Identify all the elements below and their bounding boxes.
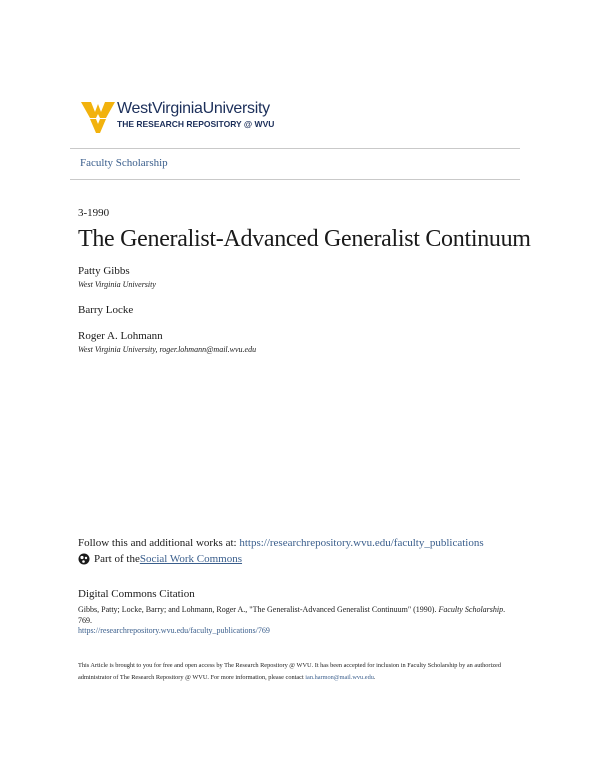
article-title: The Generalist-Advanced Generalist Continuum — [78, 226, 531, 252]
footer-notice: This Article is brought to you for free and open access by The Research Repository @ WVU. It has been accepted for inclusion in Faculty Scholarship by an authorized administrator of The Research Repository @ WVU. For more information, please contact ian.harmon@mail.wvu.edu. — [78, 662, 501, 681]
logo-name: WestVirginiaUniversity — [117, 100, 270, 117]
part-of-label: Part of the — [94, 553, 140, 565]
bottom-divider — [70, 179, 520, 180]
citation-url-link[interactable]: https://researchrepository.wvu.edu/faculty_publications/769 — [78, 626, 270, 635]
citation-heading: Digital Commons Citation — [78, 588, 195, 600]
follow-label: Follow this and additional works at: — [78, 537, 240, 549]
author-affiliation: West Virginia University — [78, 280, 156, 289]
citation-journal: Faculty Scholarship — [438, 605, 504, 614]
author-name: Barry Locke — [78, 304, 134, 316]
publication-date: 3-1990 — [78, 207, 110, 219]
series-link[interactable]: Faculty Scholarship — [80, 157, 168, 169]
part-of-line — [78, 553, 242, 565]
citation-text: Gibbs, Patty; Locke, Barry; and Lohmann, Roger A., "The Generalist-Advanced Generalist Continuum" (1990). Faculty Scholarship. 769. — [78, 605, 506, 625]
top-divider — [70, 148, 520, 149]
contact-email-link[interactable]: ian.harmon@mail.wvu.edu — [305, 674, 374, 681]
collection-link[interactable]: https://researchrepository.wvu.edu/faculty_publications — [239, 537, 484, 549]
social-work-commons-link[interactable]: Social Work Commons — [139, 553, 243, 565]
commons-network-icon — [78, 553, 90, 565]
author-name: Patty Gibbs — [78, 265, 130, 277]
wvu-logo — [80, 100, 300, 134]
follow-line — [78, 537, 484, 549]
citation-number: 769. — [78, 616, 92, 625]
flying-wv-icon — [80, 100, 116, 134]
author-name: Roger A. Lohmann — [78, 330, 163, 342]
author-affiliation: West Virginia University, roger.lohmann@mail.wvu.edu — [78, 345, 257, 354]
logo-subtitle: THE RESEARCH REPOSITORY @ WVU — [117, 119, 275, 129]
